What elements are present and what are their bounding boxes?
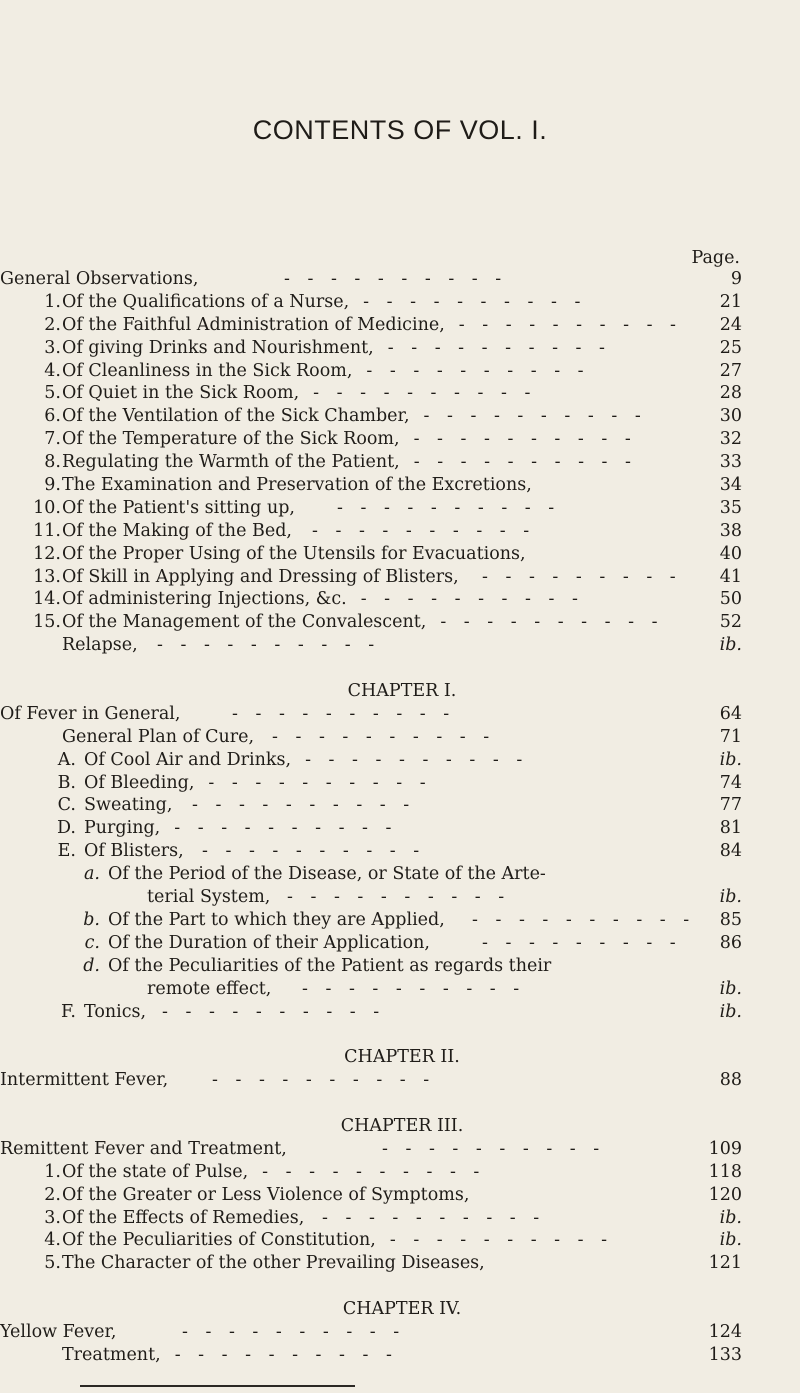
toc-row-general-item: [44, 337, 742, 360]
entry-title: Of the Temperature of the Sick Room,: [62, 429, 400, 450]
entry-title: Tonics,: [84, 1001, 147, 1022]
dot-leader: - - - - - - - - - -: [262, 1161, 486, 1182]
dot-leader: - - - - - - - - - -: [157, 635, 381, 656]
entry-number: F.: [61, 1001, 76, 1022]
dot-leader: - - - - - - - - - -: [284, 269, 508, 289]
toc-row-chapter: [0, 1321, 742, 1344]
dot-leader: - - - - - - - - - -: [413, 429, 637, 450]
page-number: ib.: [719, 749, 742, 770]
dot-leader: - - - - - - - - - -: [208, 772, 432, 793]
entry-title: Of the Patient's sitting up,: [62, 497, 295, 518]
toc-row-chapter: [0, 1069, 742, 1092]
page-number: 34: [719, 475, 742, 496]
toc-row-sub-a-cont: [62, 886, 742, 909]
toc-row-chapter: [0, 703, 742, 726]
dot-leader: - - - - - - - - - -: [182, 1321, 406, 1342]
dot-leader: - - - - - - - - - -: [302, 978, 526, 999]
page-number: 88: [719, 1070, 742, 1091]
entry-title: Regulating the Warmth of the Patient,: [62, 452, 400, 473]
toc-row-tonics: [62, 1001, 742, 1024]
entry-number: 4.: [44, 360, 61, 381]
toc-row-chapter3-item: [44, 1252, 742, 1275]
entry-number: 8.: [44, 452, 61, 473]
page-number: 52: [719, 612, 742, 633]
dot-leader: - - - - - - - - - -: [458, 314, 682, 335]
dot-leader: - - - - - - - - - -: [162, 1001, 386, 1022]
entry-number: a.: [84, 864, 100, 885]
dot-leader: - - - - - - - - - -: [472, 909, 696, 930]
dot-leader: - - - - - - - - - -: [174, 1344, 398, 1365]
entry-number: 3.: [44, 337, 61, 358]
entry-title: Of the Management of the Convalescent,: [62, 612, 427, 633]
toc-row-general-item: [44, 428, 742, 451]
entry-number: d.: [83, 955, 100, 976]
toc-row-plan: [62, 726, 742, 749]
toc-row-sub-a: [62, 863, 742, 886]
entry-number: 1.: [44, 1161, 61, 1182]
entry-title: General Observations,: [0, 269, 199, 289]
toc-row-chapter1-item: [57, 840, 742, 863]
entry-number: 6.: [44, 406, 61, 427]
entry-title: Of the Proper Using of the Utensils for Evacuations,: [62, 543, 526, 564]
dot-leader: - - - - - - - - - -: [413, 452, 637, 473]
page-number: 28: [719, 383, 742, 404]
entry-title: Of the Ventilation of the Sick Chamber,: [62, 406, 410, 427]
entry-title: remote effect,: [147, 978, 272, 999]
dot-leader: - - - - - - - - -: [482, 932, 682, 953]
entry-title: Of the Effects of Remedies,: [62, 1207, 305, 1228]
page-number: ib.: [719, 887, 742, 908]
entry-title: Of the Duration of their Application,: [108, 932, 430, 953]
entry-title: Of the Qualifications of a Nurse,: [62, 291, 350, 312]
toc-row: [62, 1046, 742, 1069]
dot-leader: - - - - - - - - - -: [313, 383, 537, 404]
entry-number: 13.: [33, 566, 61, 587]
entry-number: 7.: [44, 429, 61, 450]
toc-row: [62, 680, 742, 703]
entry-title: Intermittent Fever,: [0, 1070, 169, 1091]
entry-title: The Character of the other Prevailing Diseases,: [62, 1253, 485, 1274]
bottom-rule: [80, 1385, 355, 1387]
dot-leader: - - - - - - - - - -: [360, 589, 584, 610]
toc-row-general-item: [33, 543, 742, 566]
entry-title: General Plan of Cure,: [62, 726, 255, 747]
page-number: 30: [719, 406, 742, 427]
dot-leader: - - - - - - - - - -: [337, 497, 561, 518]
page-number: 41: [719, 566, 742, 587]
toc-row-sub-d: [62, 955, 742, 978]
entry-title: The Examination and Preservation of the Excretions,: [62, 475, 532, 496]
toc-row-chapter: [0, 1138, 742, 1161]
entry-number: 15.: [33, 612, 61, 633]
entry-title: Of the Part to which they are Applied,: [108, 909, 445, 930]
entry-number: C.: [57, 795, 76, 816]
toc-row-general-item: [33, 497, 742, 520]
entry-title: Of the Period of the Disease, or State of the Arte-: [108, 864, 546, 885]
entry-title: Purging,: [84, 818, 161, 839]
entry-title: Of the state of Pulse,: [62, 1161, 249, 1182]
entry-number: D.: [57, 818, 76, 839]
toc-row: [62, 1115, 742, 1138]
page-number: 24: [719, 314, 742, 335]
page-number: 9: [730, 269, 742, 289]
page-number: ib.: [719, 1230, 742, 1251]
toc-row-chapter3-item: [44, 1207, 742, 1230]
entry-number: A.: [57, 749, 76, 770]
toc-row-general-item: [33, 520, 742, 543]
entry-number: 10.: [33, 497, 61, 518]
entry-number: b.: [83, 909, 100, 930]
page-number: 85: [719, 909, 742, 930]
spacer: [62, 1275, 742, 1298]
entry-title: Of the Greater or Less Violence of Symptoms,: [62, 1184, 470, 1205]
entry-title: Of the Peculiarities of the Patient as regards their: [108, 955, 552, 976]
page-column-label: Page.: [691, 248, 740, 268]
dot-leader: - - - - - - - - - -: [232, 703, 456, 724]
chapter-heading: CHAPTER I.: [347, 681, 457, 702]
toc-row-sub-d-cont: [62, 978, 742, 1001]
page-number: 81: [719, 818, 742, 839]
page-number: 86: [719, 932, 742, 953]
page-number: 38: [719, 520, 742, 541]
toc-row-general-item: [33, 588, 742, 611]
page-number: 35: [719, 497, 742, 518]
page-number: 77: [719, 795, 742, 816]
toc-row-chapter1-item: [57, 794, 742, 817]
entry-number: 9.: [44, 475, 61, 496]
page-number: ib.: [719, 978, 742, 999]
page-number: 120: [708, 1184, 742, 1205]
entry-number: c.: [84, 932, 100, 953]
entry-title: Of Skill in Applying and Dressing of Blisters,: [62, 566, 459, 587]
entry-number: 1.: [44, 291, 61, 312]
entry-title: Sweating,: [84, 795, 173, 816]
entry-number: 12.: [33, 543, 61, 564]
table-of-contents: [0, 268, 742, 1367]
entry-title: Of the Making of the Bed,: [62, 520, 292, 541]
dot-leader: - - - - - - - - - -: [389, 1230, 614, 1251]
dot-leader: - - - - - - - - -: [482, 566, 682, 587]
toc-row-relapse: [62, 634, 742, 657]
entry-title: Of the Faithful Administration of Medicine,: [62, 314, 445, 335]
toc-row-general-item: [44, 382, 742, 405]
toc-row-general-item: [44, 405, 742, 428]
page-title: CONTENTS OF VOL. I.: [252, 115, 548, 145]
entry-number: 2.: [44, 1184, 61, 1205]
page-number: 64: [719, 703, 742, 724]
entry-number: 5.: [44, 1253, 61, 1274]
chapter-heading: CHAPTER II.: [344, 1047, 460, 1068]
entry-title: Of Quiet in the Sick Room,: [62, 383, 300, 404]
toc-row-chapter3-item: [44, 1229, 742, 1252]
entry-title: Of Blisters,: [84, 841, 184, 862]
page-number: 27: [719, 360, 742, 381]
toc-row-chapter1-item: [57, 817, 742, 840]
entry-title: Of the Peculiarities of Constitution,: [62, 1230, 376, 1251]
page-number: 124: [708, 1321, 742, 1342]
page-number: 32: [719, 429, 742, 450]
spacer: [62, 657, 742, 680]
entry-number: 5.: [44, 383, 61, 404]
toc-row-general-item: [33, 611, 742, 634]
dot-leader: - - - - - - - - - -: [322, 1207, 546, 1228]
page-number: 33: [719, 452, 742, 473]
toc-row-treatment: [62, 1344, 742, 1367]
entry-number: 2.: [44, 314, 61, 335]
toc-row-chapter3-item: [44, 1184, 742, 1207]
entry-title: Of Bleeding,: [84, 772, 195, 793]
spacer: [62, 1023, 742, 1046]
dot-leader: - - - - - - - - - -: [312, 520, 536, 541]
dot-leader: - - - - - - - - - -: [382, 1138, 606, 1159]
toc-row-general-item: [33, 566, 742, 589]
page-number: 121: [708, 1253, 742, 1274]
page-number: 50: [719, 589, 742, 610]
entry-number: 11.: [33, 520, 61, 541]
entry-title: Of Cleanliness in the Sick Room,: [62, 360, 353, 381]
page-number: ib.: [719, 1001, 742, 1022]
entry-number: E.: [57, 841, 76, 862]
page-number: 25: [719, 337, 742, 358]
page-number: 133: [708, 1344, 742, 1365]
dot-leader: - - - - - - - - - -: [440, 612, 664, 633]
toc-row-general-item: [44, 360, 742, 383]
chapter-heading: CHAPTER III.: [340, 1115, 464, 1136]
dot-leader: - - - - - - - - - -: [192, 795, 416, 816]
page-number: 109: [708, 1138, 742, 1159]
entry-title: terial System,: [147, 887, 271, 908]
entry-title: Of Fever in General,: [0, 703, 181, 724]
page-number: 74: [719, 772, 742, 793]
toc-row-chapter3-item: [44, 1161, 742, 1184]
toc-row-general: [0, 268, 742, 291]
dot-leader: - - - - - - - - - -: [272, 726, 496, 747]
entry-title: Of Cool Air and Drinks,: [84, 749, 292, 770]
toc-row-chapter1-item: [57, 749, 742, 772]
dot-leader: - - - - - - - - - -: [366, 360, 590, 381]
page-number: 84: [719, 841, 742, 862]
dot-leader: - - - - - - - - - -: [423, 406, 647, 427]
toc-row-sub-c: [62, 932, 742, 955]
dot-leader: - - - - - - - - - -: [287, 887, 511, 908]
entry-number: 3.: [44, 1207, 61, 1228]
dot-leader: - - - - - - - - - -: [363, 291, 587, 312]
spacer: [62, 1092, 742, 1115]
page-number: 21: [719, 291, 742, 312]
dot-leader: - - - - - - - - - -: [212, 1070, 436, 1091]
page-number: 71: [719, 726, 742, 747]
entry-title: Treatment,: [62, 1344, 161, 1365]
dot-leader: - - - - - - - - - -: [202, 841, 426, 862]
chapter-heading: CHAPTER IV.: [342, 1299, 462, 1320]
dot-leader: - - - - - - - - - -: [174, 818, 398, 839]
toc-row-general-item: [44, 451, 742, 474]
entry-title: Of administering Injections, &c.: [62, 589, 347, 610]
entry-number: 4.: [44, 1230, 61, 1251]
entry-title: Remittent Fever and Treatment,: [0, 1138, 287, 1159]
entry-title: Relapse,: [62, 635, 138, 656]
entry-number: B.: [57, 772, 76, 793]
dot-leader: - - - - - - - - - -: [387, 337, 611, 358]
page-number: 40: [719, 543, 742, 564]
toc-row-sub-b: [62, 909, 742, 932]
page-number: ib.: [719, 1207, 742, 1228]
toc-row: [62, 1298, 742, 1321]
entry-title: Yellow Fever,: [0, 1321, 117, 1342]
page-number: ib.: [719, 635, 742, 656]
entry-title: Of giving Drinks and Nourishment,: [62, 337, 374, 358]
toc-row-general-item: [44, 474, 742, 497]
dot-leader: - - - - - - - - - -: [305, 749, 529, 770]
toc-row-chapter1-item: [57, 772, 742, 795]
toc-row-general-item: [44, 291, 742, 314]
page-number: 118: [708, 1161, 742, 1182]
toc-row-general-item: [44, 314, 742, 337]
entry-number: 14.: [33, 589, 61, 610]
